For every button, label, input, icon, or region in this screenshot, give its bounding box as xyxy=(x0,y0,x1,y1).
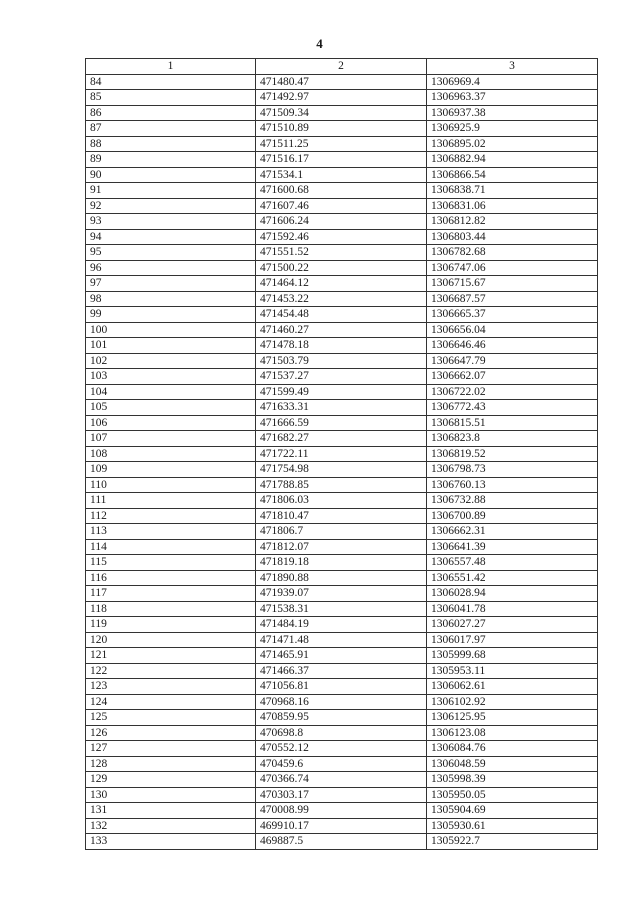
table-row xyxy=(86,694,598,710)
table-row xyxy=(86,741,598,757)
coordinate-y-cell: 1306866.54 xyxy=(427,167,598,183)
point-number-cell: 85 xyxy=(86,90,256,106)
table-row xyxy=(86,260,598,276)
table-row xyxy=(86,617,598,633)
coordinate-x-cell: 471484.19 xyxy=(256,617,427,633)
coordinate-x-cell: 471500.22 xyxy=(256,260,427,276)
table-body xyxy=(86,74,598,849)
coordinate-y-cell: 1306125.95 xyxy=(427,710,598,726)
coordinate-x-cell: 469910.17 xyxy=(256,818,427,834)
coordinate-x-cell: 470008.99 xyxy=(256,803,427,819)
table-row xyxy=(86,555,598,571)
table-row xyxy=(86,105,598,121)
point-number-cell: 95 xyxy=(86,245,256,261)
coordinate-x-cell: 471754.98 xyxy=(256,462,427,478)
coordinate-y-cell: 1306815.51 xyxy=(427,415,598,431)
coordinate-y-cell: 1306963.37 xyxy=(427,90,598,106)
coordinate-y-cell: 1306798.73 xyxy=(427,462,598,478)
point-number-cell: 133 xyxy=(86,834,256,850)
coordinate-x-cell: 471460.27 xyxy=(256,322,427,338)
table-row xyxy=(86,570,598,586)
point-number-cell: 130 xyxy=(86,787,256,803)
coordinate-x-cell: 471480.47 xyxy=(256,74,427,90)
point-number-cell: 127 xyxy=(86,741,256,757)
coordinate-x-cell: 471788.85 xyxy=(256,477,427,493)
point-number-cell: 117 xyxy=(86,586,256,602)
coordinate-y-cell: 1306937.38 xyxy=(427,105,598,121)
point-number-cell: 131 xyxy=(86,803,256,819)
table-row xyxy=(86,121,598,137)
table-row xyxy=(86,632,598,648)
point-number-cell: 109 xyxy=(86,462,256,478)
coordinate-x-cell: 470698.8 xyxy=(256,725,427,741)
coordinate-y-cell: 1306782.68 xyxy=(427,245,598,261)
table-row xyxy=(86,601,598,617)
table-row xyxy=(86,648,598,664)
table-row xyxy=(86,229,598,245)
coordinate-x-cell: 471510.89 xyxy=(256,121,427,137)
coordinate-x-cell: 471606.24 xyxy=(256,214,427,230)
point-number-cell: 128 xyxy=(86,756,256,772)
coordinate-y-cell: 1306647.79 xyxy=(427,353,598,369)
coordinate-x-cell: 471537.27 xyxy=(256,369,427,385)
coordinate-y-cell: 1306017.97 xyxy=(427,632,598,648)
coordinate-x-cell: 471534.1 xyxy=(256,167,427,183)
coordinate-x-cell: 471939.07 xyxy=(256,586,427,602)
point-number-cell: 107 xyxy=(86,431,256,447)
column-header-2: 2 xyxy=(256,59,427,75)
table-row xyxy=(86,369,598,385)
coordinate-y-cell: 1306803.44 xyxy=(427,229,598,245)
table-row xyxy=(86,539,598,555)
coordinate-x-cell: 471471.48 xyxy=(256,632,427,648)
table-row xyxy=(86,415,598,431)
point-number-cell: 115 xyxy=(86,555,256,571)
table-row xyxy=(86,787,598,803)
point-number-cell: 123 xyxy=(86,679,256,695)
table-row xyxy=(86,90,598,106)
coordinate-y-cell: 1306747.06 xyxy=(427,260,598,276)
coordinate-x-cell: 471722.11 xyxy=(256,446,427,462)
coordinate-y-cell: 1305904.69 xyxy=(427,803,598,819)
point-number-cell: 90 xyxy=(86,167,256,183)
table-row xyxy=(86,710,598,726)
point-number-cell: 104 xyxy=(86,384,256,400)
column-header-3: 3 xyxy=(427,59,598,75)
table-row xyxy=(86,508,598,524)
coordinate-y-cell: 1305999.68 xyxy=(427,648,598,664)
point-number-cell: 125 xyxy=(86,710,256,726)
coordinate-y-cell: 1306048.59 xyxy=(427,756,598,772)
coordinate-x-cell: 471666.59 xyxy=(256,415,427,431)
coordinate-x-cell: 470459.6 xyxy=(256,756,427,772)
coordinate-x-cell: 471551.52 xyxy=(256,245,427,261)
point-number-cell: 105 xyxy=(86,400,256,416)
point-number-cell: 103 xyxy=(86,369,256,385)
point-number-cell: 114 xyxy=(86,539,256,555)
page-number: 4 xyxy=(316,36,323,51)
table-row xyxy=(86,214,598,230)
coordinate-y-cell: 1306732.88 xyxy=(427,493,598,509)
coordinate-y-cell: 1306700.89 xyxy=(427,508,598,524)
coordinate-y-cell: 1306662.07 xyxy=(427,369,598,385)
coordinate-x-cell: 470303.17 xyxy=(256,787,427,803)
table-row xyxy=(86,586,598,602)
point-number-cell: 106 xyxy=(86,415,256,431)
coordinate-x-cell: 471454.48 xyxy=(256,307,427,323)
coordinate-x-cell: 471607.46 xyxy=(256,198,427,214)
point-number-cell: 86 xyxy=(86,105,256,121)
coordinate-y-cell: 1306557.48 xyxy=(427,555,598,571)
table-row xyxy=(86,291,598,307)
coordinate-x-cell: 471466.37 xyxy=(256,663,427,679)
point-number-cell: 93 xyxy=(86,214,256,230)
coordinate-x-cell: 471812.07 xyxy=(256,539,427,555)
coordinate-x-cell: 471465.91 xyxy=(256,648,427,664)
table-row xyxy=(86,462,598,478)
coordinate-y-cell: 1306969.4 xyxy=(427,74,598,90)
coordinate-y-cell: 1306028.94 xyxy=(427,586,598,602)
coordinate-y-cell: 1306772.43 xyxy=(427,400,598,416)
table-row xyxy=(86,679,598,695)
coordinate-y-cell: 1306715.67 xyxy=(427,276,598,292)
table-header-row xyxy=(86,59,598,75)
point-number-cell: 87 xyxy=(86,121,256,137)
coordinate-y-cell: 1306925.9 xyxy=(427,121,598,137)
coordinate-x-cell: 471819.18 xyxy=(256,555,427,571)
table-row xyxy=(86,183,598,199)
coordinate-x-cell: 471516.17 xyxy=(256,152,427,168)
coordinate-x-cell: 471503.79 xyxy=(256,353,427,369)
point-number-cell: 132 xyxy=(86,818,256,834)
point-number-cell: 96 xyxy=(86,260,256,276)
coordinate-y-cell: 1306041.78 xyxy=(427,601,598,617)
coordinate-x-cell: 471890.88 xyxy=(256,570,427,586)
table-row xyxy=(86,152,598,168)
table-row xyxy=(86,74,598,90)
coordinates-table xyxy=(85,58,598,850)
point-number-cell: 129 xyxy=(86,772,256,788)
table-row xyxy=(86,338,598,354)
point-number-cell: 102 xyxy=(86,353,256,369)
coordinate-y-cell: 1306722.02 xyxy=(427,384,598,400)
point-number-cell: 88 xyxy=(86,136,256,152)
table-row xyxy=(86,400,598,416)
coordinate-x-cell: 470968.16 xyxy=(256,694,427,710)
coordinate-x-cell: 471509.34 xyxy=(256,105,427,121)
table-row xyxy=(86,524,598,540)
coordinate-x-cell: 471492.97 xyxy=(256,90,427,106)
coordinate-y-cell: 1306646.46 xyxy=(427,338,598,354)
table-row xyxy=(86,167,598,183)
table-row xyxy=(86,198,598,214)
point-number-cell: 122 xyxy=(86,663,256,679)
table-row xyxy=(86,818,598,834)
coordinate-y-cell: 1306662.31 xyxy=(427,524,598,540)
table-row xyxy=(86,725,598,741)
coordinate-y-cell: 1305953.11 xyxy=(427,663,598,679)
coordinate-y-cell: 1305950.05 xyxy=(427,787,598,803)
coordinate-x-cell: 471478.18 xyxy=(256,338,427,354)
coordinate-x-cell: 471806.03 xyxy=(256,493,427,509)
table-row xyxy=(86,477,598,493)
point-number-cell: 99 xyxy=(86,307,256,323)
point-number-cell: 126 xyxy=(86,725,256,741)
coordinate-x-cell: 471464.12 xyxy=(256,276,427,292)
coordinate-y-cell: 1306838.71 xyxy=(427,183,598,199)
table-row xyxy=(86,834,598,850)
coordinate-x-cell: 471810.47 xyxy=(256,508,427,524)
point-number-cell: 92 xyxy=(86,198,256,214)
coordinate-y-cell: 1306656.04 xyxy=(427,322,598,338)
coordinate-y-cell: 1306895.02 xyxy=(427,136,598,152)
point-number-cell: 94 xyxy=(86,229,256,245)
coordinate-y-cell: 1306760.13 xyxy=(427,477,598,493)
point-number-cell: 118 xyxy=(86,601,256,617)
table-row xyxy=(86,136,598,152)
table-row xyxy=(86,756,598,772)
point-number-cell: 116 xyxy=(86,570,256,586)
coordinate-y-cell: 1306027.27 xyxy=(427,617,598,633)
table-row xyxy=(86,493,598,509)
coordinate-y-cell: 1305998.39 xyxy=(427,772,598,788)
coordinate-y-cell: 1305930.61 xyxy=(427,818,598,834)
coordinate-x-cell: 470366.74 xyxy=(256,772,427,788)
table-row xyxy=(86,446,598,462)
coordinate-y-cell: 1306823.8 xyxy=(427,431,598,447)
point-number-cell: 113 xyxy=(86,524,256,540)
coordinate-y-cell: 1306819.52 xyxy=(427,446,598,462)
coordinate-y-cell: 1306123.08 xyxy=(427,725,598,741)
coordinate-x-cell: 470552.12 xyxy=(256,741,427,757)
coordinate-x-cell: 471592.46 xyxy=(256,229,427,245)
coordinate-y-cell: 1306084.76 xyxy=(427,741,598,757)
point-number-cell: 120 xyxy=(86,632,256,648)
table-row xyxy=(86,772,598,788)
point-number-cell: 111 xyxy=(86,493,256,509)
coordinate-y-cell: 1306102.92 xyxy=(427,694,598,710)
point-number-cell: 121 xyxy=(86,648,256,664)
coordinate-x-cell: 471056.81 xyxy=(256,679,427,695)
point-number-cell: 124 xyxy=(86,694,256,710)
point-number-cell: 112 xyxy=(86,508,256,524)
coordinate-x-cell: 471599.49 xyxy=(256,384,427,400)
point-number-cell: 91 xyxy=(86,183,256,199)
coordinate-y-cell: 1306882.94 xyxy=(427,152,598,168)
table-row xyxy=(86,307,598,323)
coordinate-x-cell: 471682.27 xyxy=(256,431,427,447)
point-number-cell: 119 xyxy=(86,617,256,633)
point-number-cell: 97 xyxy=(86,276,256,292)
table-row xyxy=(86,276,598,292)
coordinate-x-cell: 471538.31 xyxy=(256,601,427,617)
coordinate-x-cell: 471633.31 xyxy=(256,400,427,416)
table-row xyxy=(86,353,598,369)
column-header-1: 1 xyxy=(86,59,256,75)
coordinate-y-cell: 1306551.42 xyxy=(427,570,598,586)
coordinate-x-cell: 471511.25 xyxy=(256,136,427,152)
point-number-cell: 89 xyxy=(86,152,256,168)
coordinate-x-cell: 469887.5 xyxy=(256,834,427,850)
coordinate-x-cell: 471806.7 xyxy=(256,524,427,540)
point-number-cell: 108 xyxy=(86,446,256,462)
table-row xyxy=(86,384,598,400)
point-number-cell: 100 xyxy=(86,322,256,338)
coordinate-x-cell: 471600.68 xyxy=(256,183,427,199)
coordinate-y-cell: 1305922.7 xyxy=(427,834,598,850)
coordinate-y-cell: 1306812.82 xyxy=(427,214,598,230)
coordinate-y-cell: 1306831.06 xyxy=(427,198,598,214)
point-number-cell: 98 xyxy=(86,291,256,307)
point-number-cell: 84 xyxy=(86,74,256,90)
table-row xyxy=(86,803,598,819)
point-number-cell: 101 xyxy=(86,338,256,354)
coordinate-y-cell: 1306641.39 xyxy=(427,539,598,555)
coordinate-y-cell: 1306665.37 xyxy=(427,307,598,323)
coordinate-y-cell: 1306687.57 xyxy=(427,291,598,307)
table-row xyxy=(86,431,598,447)
table-row xyxy=(86,322,598,338)
coordinate-y-cell: 1306062.61 xyxy=(427,679,598,695)
point-number-cell: 110 xyxy=(86,477,256,493)
table-row xyxy=(86,663,598,679)
coordinate-x-cell: 471453.22 xyxy=(256,291,427,307)
table-row xyxy=(86,245,598,261)
coordinate-x-cell: 470859.95 xyxy=(256,710,427,726)
